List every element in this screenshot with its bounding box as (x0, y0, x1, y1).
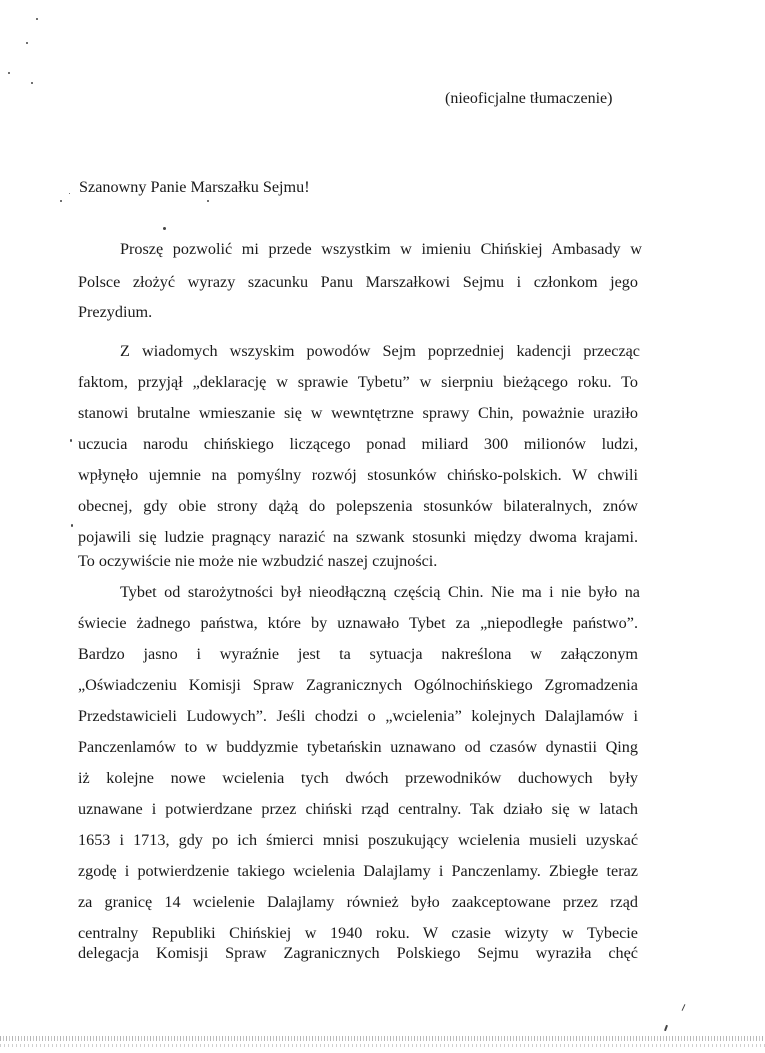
scan-bottom-edge (0, 1036, 765, 1041)
paragraph-3-line-1: Tybet od starożytności był nieodłączną częścią Chin. Nie ma i nie było na (120, 583, 640, 601)
paragraph-3-line-5: Przedstawicieli Ludowych”. Jeśli chodzi o „wcielenia” kolejnych Dalajlamów i (78, 707, 638, 725)
scan-speck (664, 1025, 668, 1031)
paragraph-3-line-3: Bardzo jasno i wyraźnie jest ta sytuacja nakreślona w załączonym (78, 645, 638, 663)
scan-speck (71, 524, 73, 527)
paragraph-2-line-1: Z wiadomych wszyskim powodów Sejm poprzedniej kadencji przecząc (120, 342, 640, 360)
scan-speck (69, 193, 70, 194)
scan-speck (26, 42, 28, 44)
paragraph-1-line-1: Proszę pozwolić mi przede wszystkim w imieniu Chińskiej Ambasady w (120, 240, 642, 258)
paragraph-2-line-3: stanowi brutalne wmieszanie się w wewntętrzne sprawy Chin, poważnie uraziło (78, 404, 638, 422)
paragraph-2-line-8: To oczywiście nie może nie wzbudzić naszej czujności. (78, 552, 438, 570)
scan-speck (163, 227, 166, 230)
paragraph-2-line-5: wpłynęło ujemnie na pomyślny rozwój stosunków chińsko-polskich. W chwili (78, 466, 638, 484)
paragraph-3-line-8: uznawane i potwierdzane przez chiński rząd centralny. Tak działo się w latach (78, 800, 638, 818)
paragraph-3-line-6: Panczenlamów to w buddyzmie tybetańskin uznawano od czasów dynastii Qing (78, 738, 638, 756)
scan-bottom-edge-secondary (0, 1044, 765, 1047)
paragraph-3-line-7: iż kolejne nowe wcielenia tych dwóch przewodników duchowych były (78, 769, 638, 787)
scan-speck (36, 18, 38, 20)
scan-speck (8, 72, 10, 74)
paragraph-3-line-12: centralny Republiki Chińskiej w 1940 roku. W czasie wizyty w Tybecie (78, 924, 638, 942)
paragraph-2-line-7: pojawili się ludzie pragnący narazić na szwank stosunki między dwoma krajami. (78, 528, 638, 546)
paragraph-1-line-2: Polsce złożyć wyrazy szacunku Panu Marszałkowi Sejmu i członkom jego (78, 273, 638, 291)
paragraph-2-line-2: faktom, przyjął „deklarację w sprawie Tybetu” w sierpniu bieżącego roku. To (78, 373, 638, 391)
paragraph-3-line-4: „Oświadczeniu Komisji Spraw Zagranicznych Ogólnochińskiego Zgromadzenia (78, 676, 638, 694)
paragraph-1-line-3: Prezydium. (78, 303, 153, 321)
paragraph-2-line-6: obecnej, gdy obie strony dążą do polepszenia stosunków bilateralnych, znów (78, 497, 638, 515)
paragraph-2-line-4: uczucia narodu chińskiego liczącego ponad miliard 300 milionów ludzi, (78, 435, 638, 453)
paragraph-3-line-13: delegacja Komisji Spraw Zagranicznych Polskiego Sejmu wyraziła chęć (78, 944, 638, 962)
paragraph-3-line-2: świecie żadnego państwa, które by uznawało Tybet za „niepodległe państwo”. (78, 614, 638, 632)
paragraph-3-line-9: 1653 i 1713, gdy po ich śmierci mnisi poszukujący wcielenia musieli uzyskać (78, 831, 638, 849)
translation-note: (nieoficjalne tłumaczenie) (445, 90, 613, 107)
scan-speck (682, 1004, 686, 1011)
salutation: Szanowny Panie Marszałku Sejmu! (79, 178, 310, 196)
scan-speck (60, 200, 62, 202)
scan-speck (207, 200, 209, 202)
scan-speck (70, 439, 72, 442)
scan-speck (31, 82, 33, 84)
paragraph-3-line-11: za granicę 14 wcielenie Dalajlamy również było zaakceptowane przez rząd (78, 893, 638, 911)
paragraph-3-line-10: zgodę i potwierdzenie takiego wcielenia Dalajlamy i Panczenlamy. Zbiegłe teraz (78, 862, 638, 880)
